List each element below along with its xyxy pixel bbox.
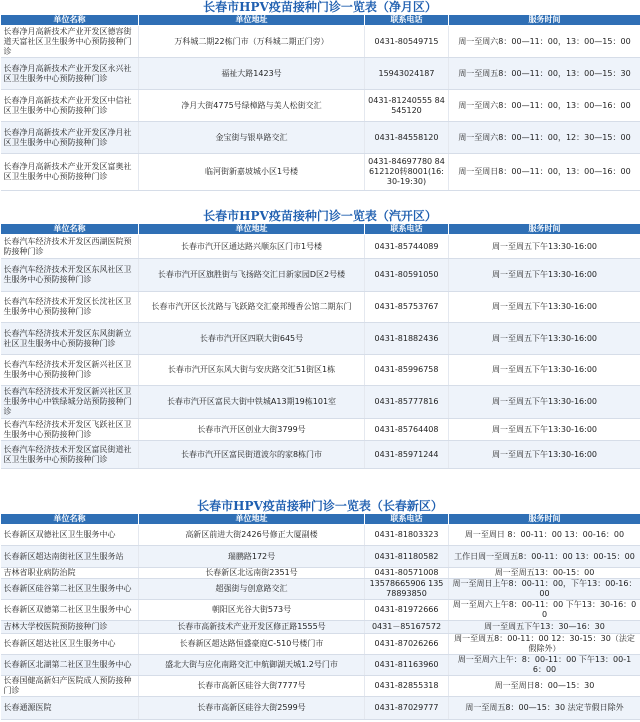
service-time-cell: 周一至周六上午：8：00-11：00 下午13：00-16：00 xyxy=(449,655,640,676)
service-time-cell: 周一至周六8：00—11：00，13：00—16：00 xyxy=(449,90,640,122)
section-qikai xyxy=(0,209,640,469)
unit-cell: 长春汽车经济技术开发区飞跃社区卫生服务中心预防接种门诊 xyxy=(1,419,139,441)
table-row xyxy=(1,386,640,419)
header-phone: 联系电话 xyxy=(365,15,449,26)
unit-cell: 长春通源医院 xyxy=(1,697,139,720)
unit-cell: 长春新区超达南街社区卫生服务站 xyxy=(1,546,139,568)
address-cell: 长春市汽开区创业大街3799号 xyxy=(139,419,365,441)
phone-cell: 0431－85167572 xyxy=(365,621,449,634)
service-time-cell: 周一至周五13：00-15：00 xyxy=(449,568,640,579)
phone-cell: 13578665906 13578893850 xyxy=(365,579,449,600)
clinic-table xyxy=(0,223,640,469)
table-row xyxy=(1,525,640,546)
phone-cell: 0431-84558120 xyxy=(365,122,449,154)
header-unit: 单位名称 xyxy=(1,15,139,26)
unit-cell: 长春新区超达社区卫生服务中心 xyxy=(1,634,139,655)
unit-cell: 长春净月高新技术产业开发区富奥社区卫生服务中心预防接种门诊 xyxy=(1,154,139,191)
service-time-cell: 周一至周五下午13:30-16:00 xyxy=(449,441,640,469)
address-cell: 长春市高新区硅谷大街2599号 xyxy=(139,697,365,720)
phone-cell: 0431-81803323 xyxy=(365,525,449,546)
unit-cell: 长春新区双德社区卫生服务中心 xyxy=(1,525,139,546)
table-row xyxy=(1,600,640,621)
service-time-cell: 周一至周六上午8：00-11：00 下午13：30-16：00 xyxy=(449,600,640,621)
table-row xyxy=(1,676,640,697)
table-row xyxy=(1,292,640,323)
table-row xyxy=(1,122,640,154)
address-cell: 长春市高新区硅谷大街7777号 xyxy=(139,676,365,697)
phone-cell: 0431-81240555 84545120 xyxy=(365,90,449,122)
service-time-cell: 周一至周五8：00—11：00，13：00—15：30 xyxy=(449,58,640,90)
table-row xyxy=(1,58,640,90)
header-phone: 联系电话 xyxy=(365,514,449,525)
phone-cell: 0431-85744089 xyxy=(365,235,449,259)
unit-cell: 长春净月高新技术产业开发区中信社区卫生服务中心预防接种门诊 xyxy=(1,90,139,122)
table-row xyxy=(1,259,640,292)
table-row xyxy=(1,546,640,568)
address-cell: 高新区前进大街2426号修正大厦副楼 xyxy=(139,525,365,546)
phone-cell: 0431-85971244 xyxy=(365,441,449,469)
unit-cell: 长春汽车经济技术开发区东风街新立社区卫生服务中心预防接种门诊 xyxy=(1,323,139,355)
service-time-cell: 周一至周六8：00—11：00，12：30—15：00 xyxy=(449,122,640,154)
table-row xyxy=(1,26,640,58)
header-unit: 单位名称 xyxy=(1,514,139,525)
table-row xyxy=(1,621,640,634)
table-row xyxy=(1,235,640,259)
service-time-cell: 周一至周日 8：00-11：00 13：00-16：00 xyxy=(449,525,640,546)
table-row xyxy=(1,419,640,441)
unit-cell: 长春新区硅谷第二社区卫生服务中心 xyxy=(1,579,139,600)
address-cell: 朝阳区光谷大街573号 xyxy=(139,600,365,621)
phone-cell: 0431-81180582 xyxy=(365,546,449,568)
service-time-cell: 工作日周一至周五8：00-11：00 13：00-15：00 xyxy=(449,546,640,568)
header-phone: 联系电话 xyxy=(365,224,449,235)
address-cell: 长春市汽开区东风大街与安庆路交汇51街区1栋 xyxy=(139,355,365,386)
unit-cell: 长春净月高新技术产业开发区永兴社区卫生服务中心预防接种门诊 xyxy=(1,58,139,90)
unit-cell: 长春汽车经济技术开发区西湖医院预防接种门诊 xyxy=(1,235,139,259)
phone-cell: 0431-80571008 xyxy=(365,568,449,579)
table-row xyxy=(1,579,640,600)
address-cell: 长春市汽开区通达路兴顺东区门市1号楼 xyxy=(139,235,365,259)
service-time-cell: 周一至周日上午8：00-11：00，下午13：00-16：00 xyxy=(449,579,640,600)
table-row xyxy=(1,90,640,122)
address-cell: 金宝街与银阜路交汇 xyxy=(139,122,365,154)
phone-cell: 0431-82855318 xyxy=(365,676,449,697)
phone-cell: 0431-87029777 xyxy=(365,697,449,720)
address-cell: 长春市汽开区富民街道波尔的家8栋门市 xyxy=(139,441,365,469)
unit-cell: 长春新区北湖第二社区卫生服务中心 xyxy=(1,655,139,676)
phone-cell: 0431-81882436 xyxy=(365,323,449,355)
clinic-table xyxy=(0,513,640,720)
unit-cell: 长春汽车经济技术开发区新兴社区卫生服务中心预防接种门诊 xyxy=(1,355,139,386)
unit-cell: 吉林省职业病防治院 xyxy=(1,568,139,579)
phone-cell: 0431-80549715 xyxy=(365,26,449,58)
phone-cell: 0431-81163960 xyxy=(365,655,449,676)
address-cell: 超强街与创意路交汇 xyxy=(139,579,365,600)
service-time-cell: 周一至周五下午13:30-16:00 xyxy=(449,386,640,419)
unit-cell: 长春净月高新技术产业开发区德容街道天富社区卫生服务中心预防接种门诊 xyxy=(1,26,139,58)
service-time-cell: 周一至周六8：00—11：00，13：00—15：00 xyxy=(449,26,640,58)
service-time-cell: 周一至周五下午13：30—16：30 xyxy=(449,621,640,634)
section-jingyue xyxy=(0,0,640,191)
service-time-cell: 周一至周五8：00—15：30 法定节假日除外 xyxy=(449,697,640,720)
section-title: 长春市HPV疫苗接种门诊一览表（净月区） xyxy=(0,0,640,14)
address-cell: 净月大街4775号绿樟路与美人松街交汇 xyxy=(139,90,365,122)
phone-cell: 15943024187 xyxy=(365,58,449,90)
service-time-cell: 周一至周五下午13:30-16:00 xyxy=(449,292,640,323)
table-row xyxy=(1,154,640,191)
service-time-cell: 周一至周五下午13:30-16:00 xyxy=(449,419,640,441)
service-time-cell: 周一至周五8：00-11：00 12：30-15：30（法定假除外） xyxy=(449,634,640,655)
phone-cell: 0431-80591050 xyxy=(365,259,449,292)
unit-cell: 长春汽车经济技术开发区东风社区卫生服务中心预防接种门诊 xyxy=(1,259,139,292)
header-time: 服务时间 xyxy=(449,15,640,26)
address-cell: 万科城二期22栋门市（万科城二期正门旁） xyxy=(139,26,365,58)
table-row xyxy=(1,634,640,655)
phone-cell: 0431-85753767 xyxy=(365,292,449,323)
table-row xyxy=(1,355,640,386)
unit-cell: 长春净月高新技术产业开发区净月社区卫生服务中心预防接种门诊 xyxy=(1,122,139,154)
header-address: 单位地址 xyxy=(139,15,365,26)
service-time-cell: 周一至周五下午13:30-16:00 xyxy=(449,259,640,292)
phone-cell: 0431-85764408 xyxy=(365,419,449,441)
unit-cell: 长春汽车经济技术开发区新兴社区卫生服务中心中铁绿城分站预防接种门诊 xyxy=(1,386,139,419)
address-cell: 长春市汽开区四联大街645号 xyxy=(139,323,365,355)
phone-cell: 0431-87026266 xyxy=(365,634,449,655)
address-cell: 福祉大路1423号 xyxy=(139,58,365,90)
header-unit: 单位名称 xyxy=(1,224,139,235)
table-row xyxy=(1,441,640,469)
table-row xyxy=(1,323,640,355)
address-cell: 瑞鹏路172号 xyxy=(139,546,365,568)
clinic-table xyxy=(0,14,640,191)
section-title: 长春市HPV疫苗接种门诊一览表（汽开区） xyxy=(0,209,640,223)
section-changchun-new-district xyxy=(0,499,640,720)
address-cell: 临河街新嘉坡城小区1号楼 xyxy=(139,154,365,191)
phone-cell: 0431-84697780 84612120转8001(16:30-19:30) xyxy=(365,154,449,191)
service-time-cell: 周一至周五下午13:30-16:00 xyxy=(449,323,640,355)
address-cell: 长春市汽开区富民大街中铁城A13期19栋101室 xyxy=(139,386,365,419)
table-row xyxy=(1,697,640,720)
unit-cell: 长春新区双德第二社区卫生服务中心 xyxy=(1,600,139,621)
address-cell: 长春新区超达路恒盛豪庭C-510号楼门市 xyxy=(139,634,365,655)
phone-cell: 0431-85777816 xyxy=(365,386,449,419)
phone-cell: 0431-85996758 xyxy=(365,355,449,386)
unit-cell: 长春汽车经济技术开发区长沈社区卫生服务中心预防接种门诊 xyxy=(1,292,139,323)
service-time-cell: 周一至周五下午13:30-16:00 xyxy=(449,235,640,259)
header-address: 单位地址 xyxy=(139,224,365,235)
section-title: 长春市HPV疫苗接种门诊一览表（长春新区） xyxy=(0,499,640,513)
address-cell: 长春市汽开区长沈路与飞跃路交汇豪邦缦香公馆二期东门 xyxy=(139,292,365,323)
unit-cell: 吉林大学校医院预防接种门诊 xyxy=(1,621,139,634)
phone-cell: 0431-81972666 xyxy=(365,600,449,621)
header-address: 单位地址 xyxy=(139,514,365,525)
address-cell: 长春市高新技术产业开发区修正路1555号 xyxy=(139,621,365,634)
address-cell: 盛北大街与应化南路交汇中航御湖天城1.2号门市 xyxy=(139,655,365,676)
service-time-cell: 周一至周日8：00—11：00，13：00—16：00 xyxy=(449,154,640,191)
service-time-cell: 周一至周日8：00—15：30 xyxy=(449,676,640,697)
address-cell: 长春新区北远南街2351号 xyxy=(139,568,365,579)
header-time: 服务时间 xyxy=(449,224,640,235)
service-time-cell: 周一至周五下午13:30-16:00 xyxy=(449,355,640,386)
table-row xyxy=(1,568,640,579)
header-time: 服务时间 xyxy=(449,514,640,525)
unit-cell: 长春汽车经济技术开发区富民街道社区卫生服务中心预防接种门诊 xyxy=(1,441,139,469)
unit-cell: 长春国健高新妇产医院成人预防接种门诊 xyxy=(1,676,139,697)
table-row xyxy=(1,655,640,676)
address-cell: 长春市汽开区旗胜街与飞扬路交汇日新家园D区2号楼 xyxy=(139,259,365,292)
